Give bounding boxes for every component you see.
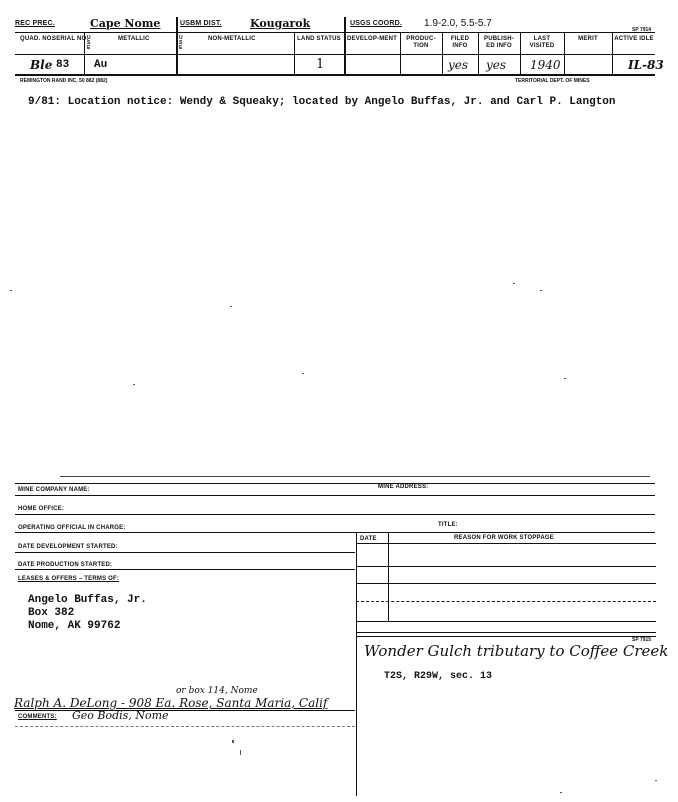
col-last-visited: LAST VISITED (529, 36, 555, 49)
val-active-idle: IL-83 (628, 58, 664, 72)
val-published-info: yes (486, 58, 507, 72)
location-township: T2S, R29W, sec. 13 (384, 671, 493, 682)
val-serial: 83 (56, 59, 70, 71)
form-number: SP 7914 (632, 27, 652, 33)
val-last-visited: 1940 (530, 58, 561, 72)
val-filed-info: yes (448, 58, 469, 72)
val-metallic: Au (94, 59, 108, 71)
col-production: PRODUC-TION (406, 36, 436, 49)
mine-company-name-label: MINE COMPANY NAME: (18, 487, 90, 493)
owner-address: Ralph A. DeLong - 908 Ea. Rose, Santa Maria, Calif (14, 696, 328, 710)
usgs-coord-value: 1.9-2.0, 5.5-5.7 (424, 18, 492, 29)
usbm-dist-value: Kougarok (250, 17, 311, 30)
col-development: DEVELOP-MENT (346, 36, 398, 42)
leases-label: LEASES & OFFERS – TERMS OF: (18, 576, 120, 582)
col-metallic: METALLIC (118, 36, 150, 42)
col-merit: MERIT (578, 36, 598, 42)
form-number-2: SP 7915 (632, 637, 652, 643)
val-quad: Ble (30, 58, 53, 72)
lessee-city: Nome, AK 99762 (28, 620, 121, 632)
col-nonmetallic: NON-METALLIC (208, 36, 256, 42)
date-development-label: DATE DEVELOPMENT STARTED: (18, 544, 118, 550)
usgs-coord-label: USGS COORD. (350, 20, 402, 27)
comments-label: COMMENTS: (18, 714, 57, 720)
location-notice-line: 9/81: Location notice: Wendy & Squeaky; located by Angelo Buffas, Jr. and Carl P. Langton (28, 96, 616, 108)
operating-official-label: OPERATING OFFICIAL IN CHARGE: (18, 525, 126, 531)
home-office-label: HOME OFFICE: (18, 506, 65, 512)
col-use-nonmetallic: U S E (179, 35, 183, 51)
col-use-metallic: U S E (87, 35, 91, 51)
mine-address-label: MINE ADDRESS: (378, 484, 429, 490)
lessee-box: Box 382 (28, 607, 75, 619)
col-quad-no: QUAD. NO. (20, 36, 54, 42)
col-published-info: PUBLISH-ED INFO (484, 36, 514, 49)
val-land-status: 1 (316, 57, 325, 72)
lessee-name: Angelo Buffas, Jr. (28, 594, 147, 606)
col-active-idle: ACTIVE IDLE (614, 36, 654, 42)
col-land-status: LAND STATUS (297, 36, 341, 42)
usbm-dist-label: USBM DIST. (180, 20, 222, 27)
reason-label: REASON FOR WORK STOPPAGE (454, 535, 554, 541)
owner-note-top: or box 114, Nome (176, 686, 258, 696)
rec-prec-value: Cape Nome (90, 17, 161, 30)
dept-note: TERRITORIAL DEPT. OF MINES (515, 78, 590, 84)
col-filed-info: FILED INFO (450, 36, 470, 49)
printer-note: REMINGTON RAND INC. 50 882 (882) (20, 78, 108, 84)
date-production-label: DATE PRODUCTION STARTED: (18, 562, 113, 568)
date-label: DATE (360, 536, 377, 542)
comments-value: Geo Bodis, Nome (72, 709, 169, 722)
col-serial-no: SERIAL NO. (52, 36, 89, 42)
rec-prec-label: REC PREC. (15, 20, 55, 27)
title-label: TITLE: (438, 522, 458, 528)
location-description: Wonder Gulch tributary to Coffee Creek (364, 642, 669, 660)
